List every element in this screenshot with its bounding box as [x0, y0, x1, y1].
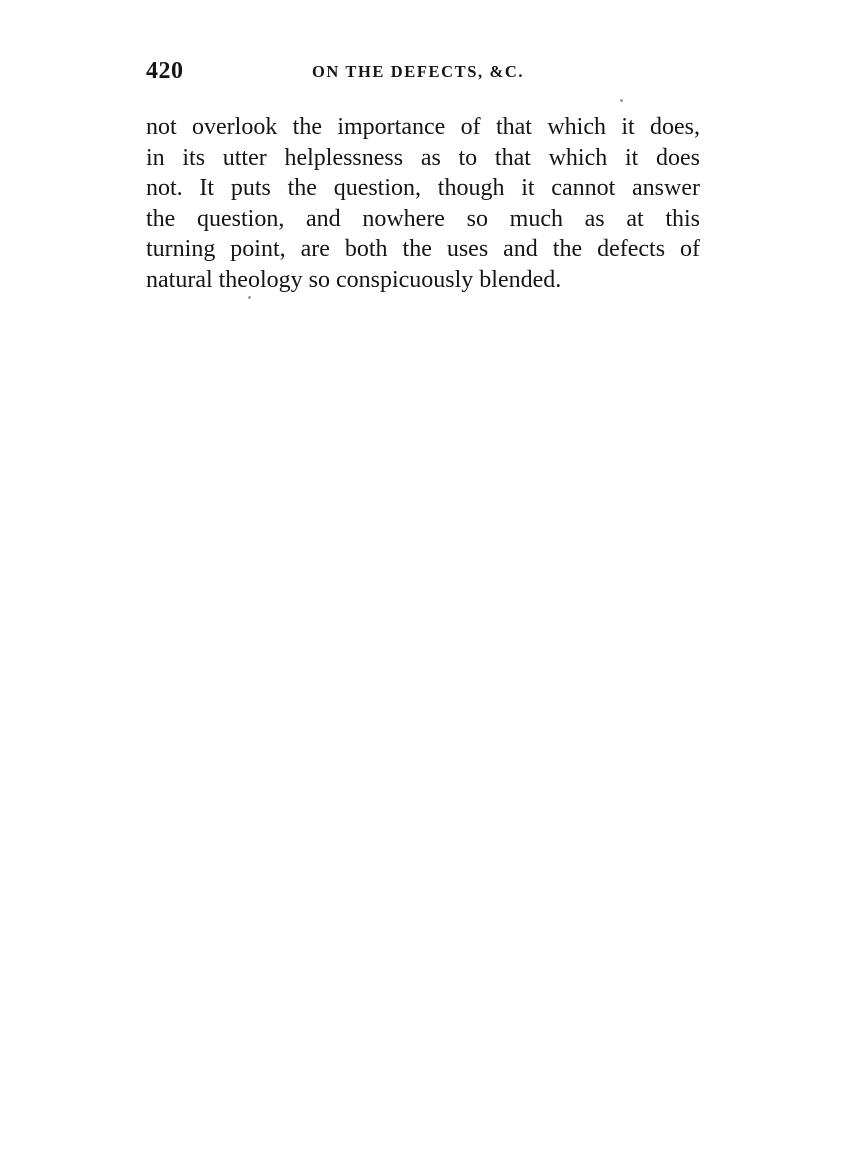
- text-line: turning point, are both the uses and the defects of: [146, 236, 700, 262]
- text-line: natural theology so conspicuously blended.: [146, 266, 562, 293]
- text-line: not. It puts the question, though it cannot answer: [146, 175, 700, 201]
- body-paragraph: [146, 112, 700, 295]
- running-header: [146, 58, 706, 88]
- text-line: not overlook the importance of that which it does,: [146, 114, 700, 140]
- text-line: in its utter helplessness as to that which it does: [146, 144, 700, 171]
- running-title: ON THE DEFECTS, &C.: [312, 62, 525, 81]
- text-line: the question, and nowhere so much as at this: [146, 205, 700, 232]
- scan-speck: [620, 99, 623, 102]
- scan-speck: [248, 296, 251, 299]
- page-number: 420: [146, 58, 184, 84]
